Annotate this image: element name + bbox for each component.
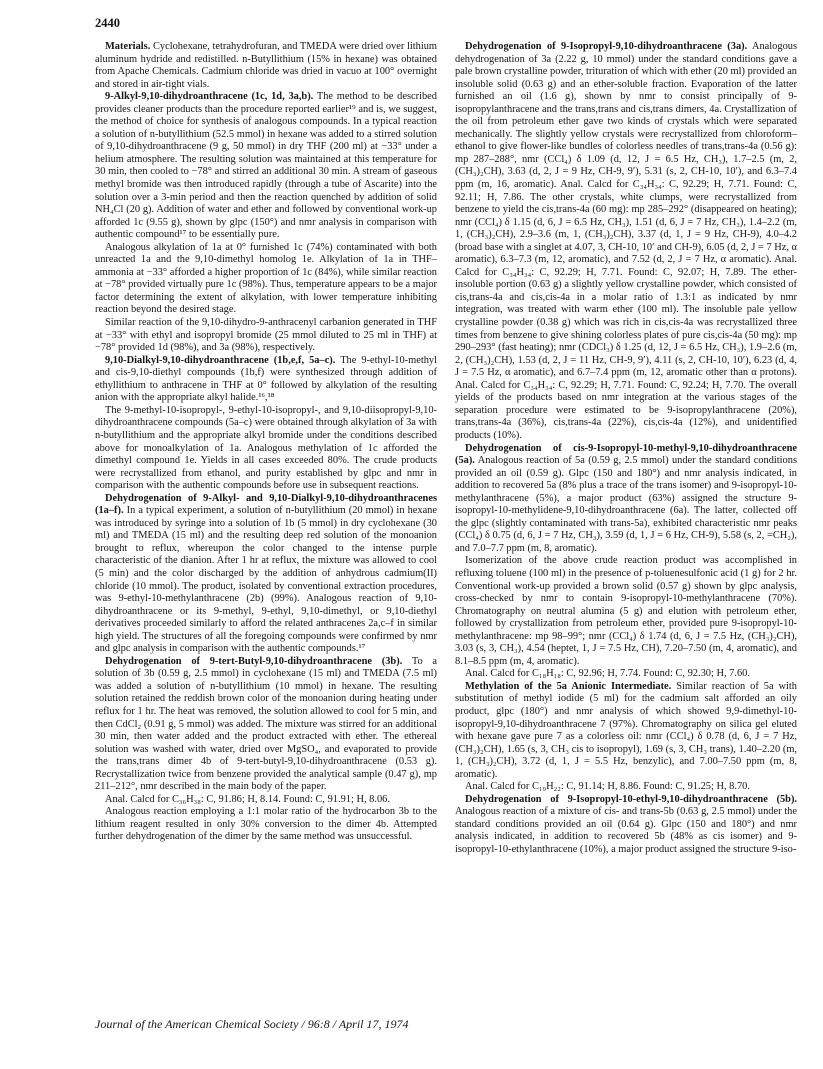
section-heading: Dehydrogenation of 9-tert-Butyl-9,10-dihydroanthracene (3b). xyxy=(105,655,403,667)
paragraph-text: Anal. Calcd for C₃₆H₃₈: C, 91.86; H, 8.14. Found: C, 91.91; H, 8.06. xyxy=(105,793,390,805)
section-heading: Dehydrogenation of 9-Alkyl- and 9,10-Dialkyl-9,10-dihydroanthracenes (1a–f). xyxy=(95,492,437,517)
paragraph-text: Similar reaction of 5a with substitution of methyl iodide (5 ml) for the cadmium salt afforded an oily product, glpc (180°) and nmr analysis of which showed 9,9-dimethyl-10-isopropyl-9,10-dihydroanthracene 7 (97%). Chromatography on silica gel eluted with hexane gave pure 7 as a colorless oil: nmr (CCl₄) δ 0.78 (d, 6, J = 7 Hz, (CH₃)₂CH), 1.65 (s, 3, CH₃ cis to isopropyl), 1.69 (s, 3, CH₃ trans), 1.40–2.20 (m, 1, (CH₃)₂CH), 3.72 (d, 1, J = 5.5 Hz, benzylic), and 7.00–7.50 ppm (m, 8, aromatic). xyxy=(455,680,797,780)
paragraph xyxy=(455,41,797,443)
paragraph-text: Analogous reaction of 5a (0.59 g, 2.5 mmol) under the standard conditions provided an oil (0.59 g). Glpc (150 and 180°) and nmr analysis indicated, in addition to recovered 5a (8% plus a trace of the trans isomer) and 9-isopropyl-10-methylanthracene (5%), a major product (63%) assigned the structure 9-isopropyl-10-methylidene-9,10-dihydroanthracene (6a). The latter, collected off the glpc (slightly contaminated with trans-5a), exhibited characteristic nmr peaks (CCl₄) δ 0.75 (d, 6, J = 7 Hz, CH₃), 3.59 (d, 1, J = 6 Hz, CH-9), 5.58 (s, 2, =CH₂), and 7.0–7.7 ppm (m, 8, aromatic). xyxy=(455,455,797,554)
paragraph xyxy=(95,656,437,794)
section-heading: Dehydrogenation of 9-Isopropyl-9,10-dihydroanthracene (3a). xyxy=(465,41,748,52)
left-column xyxy=(95,41,437,844)
journal-citation-footer: Journal of the American Chemical Society / 96:8 / April 17, 1974 xyxy=(95,1017,409,1031)
paragraph xyxy=(95,317,437,355)
paragraph-text: The method to be described provides cleaner products than the procedure reported earlier¹⁹ and is, we suggest, the method of choice for synthesis of analogous compounds. In a typical reaction a solution of n-butyllithium (52.5 mmol) in hexane was added to a stirred solution of 9,10-dihydroanthracene (9 g, 50 mmol) in dry THF (200 ml) at −33° under a helium atmosphere. The resulting solution was maintained at this temperature for 30 min, then cooled to −78° and stirred an additional 30 min. A stream of gaseous methyl bromide was then introduced rapidly (through a tube of Ascarite) into the solution over a 3-min period and then the reaction quenched by addition of solid NH₄Cl (20 g). Addition of water and ether and followed by conventional work-up afforded 1c (9.55 g), shown by glpc (150°) and nmr analysis in comparison with authentic compound¹⁷ to be essentially pure. xyxy=(95,91,437,241)
paragraph-text: Anal. Calcd for C₁₉H₂₂: C, 91.14; H, 8.86. Found: C, 91.25; H, 8.70. xyxy=(465,781,750,793)
paragraph xyxy=(95,41,437,91)
section-heading: Materials. xyxy=(105,41,151,52)
paragraph xyxy=(95,91,437,242)
paragraph xyxy=(95,355,437,405)
paragraph xyxy=(95,242,437,317)
section-heading: 9-Alkyl-9,10-dihydroanthracene (1c, 1d, 3a,b). xyxy=(105,91,314,103)
paragraph-text: In a typical experiment, a solution of n-butyllithium (20 mmol) in hexane was introduced by syringe into a solution of 1b (5 mmol) in dry cyclohexane (30 ml) and TMEDA (15 ml) and the resulting deep red solution of the monoanion brought to reflux, whereupon the color changed to the intense purple characteristic of the dianion. After 1 hr at reflux, the mixture was allowed to cool (5 min) and the color discharged by the addition of anhydrous cadmium(II) chloride (10 mmol). The product, isolated by conventional extraction procedures, was 9-ethyl-10-methylanthracene (2b) (99%). Analogous reaction of 9,10-dihydroanthracene or its 9-methyl, 9-ethyl, 9,10-dimethyl, or 9,10-diethyl derivatives proceeded similarly to afford the related anthracenes 2a,c–f in similar high yield. The structures of all the foregoing compounds were confirmed by nmr and glpc analysis in comparison with the authentic compounds.¹⁷ xyxy=(95,505,437,655)
paragraph-text: To a solution of 3b (0.59 g, 2.5 mmol) in cyclohexane (15 ml) and TMEDA (7.5 ml) was added a solution of n-butyllithium (10 mmol) in hexane. The resulting solution retained the reddish brown color of the monoanion during heating under reflux for 1 hr. The heat was removed, the solution allowed to cool for 5 min, and then CdCl₂ (0.91 g, 5 mmol) was added. The mixture was stirred for an additional 30 min, then water added and the product extracted with ether. The ethereal solution was washed with water, dried over MgSO₄, and evaporated to provide the trans,trans dimer 4b of 9-tert-butyl-9,10-dihydroanthracene (0.53 g). Recrystallization twice from benzene provided the analytical sample (0.47 g), mp 211–212°, nmr described in the main body of the paper. xyxy=(95,655,437,793)
paragraph-text: Analogous dehydrogenation of 3a (2.22 g, 10 mmol) under the standard conditions gave a pale brown crystalline powder, trituration of which with ether (20 ml) provided an insoluble solid (0.63 g) and an ether-soluble fraction. Evaporation of the latter furnished an oil (1.6 g), shown by nmr to consist principally of 9-isopropylanthracene and the trans,trans and cis,trans dimers, 4a. Crystallization of the oil from petroleum ether gave two kinds of crystals which were separated mechanically. The slightly yellow crystals were recrystallized from chloroform–ethanol to give flower-like bundles of colorless needles of trans,trans-4a (0.56 g): mp 287–288°, nmr (CCl₄) δ 1.09 (d, 12, J = 6.5 Hz, CH₃), 1.7–2.5 (m, 2, (CH₃)₂CH), 3.63 (d, 2, J = 9 Hz, CH-9, 9′), 5.31 (s, 2, CH-10, 10′), and 6.3–7.4 ppm (m, 16, aromatic). Anal. Calcd for C₃₄H₃₄: C, 92.29; H, 7.71. Found: C, 92.11; H, 7.86. The other crystals, white clumps, were recrystallized from benzene to yield the cis,trans-4a (60 mg): mp 285–292° (disappeared on heating); nmr (CCl₄) δ 1.15 (d, 6, J = 6.5 Hz, CH₃), 1.51 (d, 6, J = 7 Hz, CH₃), 1.4–2.2 (m, 1, (CH₃)₂CH), 2.9–3.6 (m, 1, (CH₃)₂CH), 3.37 (d, 1, J = 9 Hz, CH-9), 4.0–4.2 (broad base with a singlet at 4.07, 3, CH-10, 10′ and CH-9), 6.05 (d, 2, J = 7 Hz, α aromatic), 6.3–7.3 (m, 12, aromatic), and 7.52 (d, 2, J = 7 Hz, α aromatic). Anal. Calcd for C₃₄H₃₄: C, 92.29; H, 7.71. Found: C, 92.07; H, 7.89. The ether-insoluble portion (0.63 g) a slightly yellow crystalline powder, which consisted of cis,trans-4a and cis,cis-4a in a molar ratio of 1.3:1 as indicated by nmr integration, was treated with warm ether (100 ml). The insoluble pale yellow crystalline powder (0.38 g) which was rich in cis,cis-4a was recrystallized three times from benzene to give shining colorless plates of pure cis,cis-4a (50 mg): mp 290–293° (fast heating); nmr (CDCl₃) δ 1.25 (d, 12, J = 6.5 Hz, CH₃), 1.9–2.6 (m, 2, (CH₃)₂CH), 1.53 (d, 2, J = 11 Hz, CH-9, 9′), 4.11 (s, 2, CH-10, 10′), 6.23 (d, 4, J = 7.5 Hz, α aromatic), and 6.7–7.4 ppm (m, 12, aromatic other than α protons). Anal. Calcd for C₃₄H₃₄: C, 92.29; H, 7.71. Found: C, 92.24; H, 7.70. The overall yields of the products based on nmr integration at the various stages of the separation procedure were estimated to be 9-isopropylanthracene (20%), trans,trans-4a (36%), cis,trans-4a (22%), cis,cis-4a (12%), and unidentified products (10%). xyxy=(455,41,798,441)
paragraph-text: Similar reaction of the 9,10-dihydro-9-anthracenyl carbanion generated in THF at −33° with ethyl and isopropyl bromide (25 mmol diluted to 25 ml in THF) at −78° provided 1d (98%), and 3a (98%), respectively. xyxy=(95,317,437,354)
paragraph xyxy=(95,493,437,656)
paragraph xyxy=(95,806,437,844)
paragraph-text: Isomerization of the above crude reaction product was accomplished in refluxing toluene (100 ml) in the presence of p-toluenesulfonic acid (1 g) for 2 hr. Conventional work-up provided a brown solid (0.57 g) shown by glpc analysis, cross-checked by nmr to contain 9-isopropyl-10-methylanthracene (70%). Chromatography on neutral alumina (5 g) and elution with petroleum ether, followed by crystallization from petroleum ether, provided pure 9-isopropyl-10-methylanthracene: mp 98–99°; nmr (CCl₄) δ 1.74 (d, 6, J = 7.5 Hz, (CH₃)₂CH), 3.03 (s, 3, CH₃), 4.54 (heptet, 1, J = 7.5 Hz, CH), 7.20–7.50 (m, 4, aromatic), and 8.1–8.5 ppm (m, 4, aromatic). xyxy=(455,555,797,667)
paragraph-text: The 9-methyl-10-isopropyl-, 9-ethyl-10-isopropyl-, and 9,10-diisopropyl-9,10-dihydroanthracene compounds (5a–c) were obtained through alkylation of 3a with n-butyllithium and the appropriate alkyl bromide under the conditions described above for monoalkylation of 1a. Analogous methylation of 1c afforded the dimethyl compound 1e. Yields in all cases exceeded 80%. The crude products were recrystallized from ethanol, and purity established by glpc and nmr in comparison with the authentic compounds before use in subsequent reactions. xyxy=(95,404,437,492)
paragraph xyxy=(455,555,797,668)
paragraph-text: Analogous alkylation of 1a at 0° furnished 1c (74%) contaminated with both unreacted 1a and the 9,10-dimethyl homolog 1e. Alkylation of 1a in THF–ammonia at −33° afforded a higher proportion of 1c (84%), while similar reaction at −78° provided virtually pure 1c (98%). Thus, temperature appears to be a major factor determining the extent of alkylation, with lower temperature inhibiting reaction beyond the desired stage. xyxy=(95,241,437,316)
section-heading: Dehydrogenation of 9-Isopropyl-10-ethyl-9,10-dihydroanthracene (5b). xyxy=(465,793,797,805)
paragraph-text: Cyclohexane, tetrahydrofuran, and TMEDA were dried over lithium aluminum hydride and redistilled. n-Butyllithium (15% in hexane) was obtained from Apache Chemicals. Cadmium chloride was dried in vacuo at 100° overnight and stored in air-tight vials. xyxy=(95,41,437,90)
paragraph xyxy=(455,681,797,781)
paragraph xyxy=(455,668,797,681)
right-column xyxy=(455,41,797,857)
section-heading: 9,10-Dialkyl-9,10-dihydroanthracene (1b,e,f, 5a–c). xyxy=(105,354,336,366)
paragraph xyxy=(95,794,437,807)
section-heading: Dehydrogenation of cis-9-Isopropyl-10-methyl-9,10-dihydroanthracene (5a). xyxy=(455,442,797,467)
paragraph-text: Anal. Calcd for C₁₈H₁₈: C, 92.96; H, 7.74. Found: C, 92.30; H, 7.60. xyxy=(465,668,750,680)
paragraph xyxy=(455,443,797,556)
paragraph-text: Analogous reaction of a mixture of cis- and trans-5b (0.63 g, 2.5 mmol) under the standard conditions provided an oil (0.64 g). Glpc (150 and 180°) and nmr analysis indicated, in addition to recovered 5b (48% as cis isomer) and 9-isopropyl-10-ethylanthracene (10%), a major product assigned the structure 9-iso- xyxy=(455,806,797,855)
paragraph xyxy=(455,781,797,794)
page-number: 2440 xyxy=(95,16,120,30)
paragraph-text: Analogous reaction employing a 1:1 molar ratio of the hydrocarbon 3b to the lithium reagent resulted in only 30% conversion to the dimer 4b. Attempted further dehydrogenation of the dimer by the same method was unsuccessful. xyxy=(95,806,437,843)
paragraph xyxy=(95,405,437,493)
section-heading: Methylation of the 5a Anionic Intermediate. xyxy=(465,680,672,692)
paragraph-text: The 9-ethyl-10-methyl and cis-9,10-diethyl compounds (1b,f) were synthesized through addition of ethyllithium to anthracene in THF at 0° followed by alkylation of the resulting anion with the appropriate alkyl halide.¹⁶,¹⁸ xyxy=(95,354,437,404)
paragraph xyxy=(455,794,797,857)
